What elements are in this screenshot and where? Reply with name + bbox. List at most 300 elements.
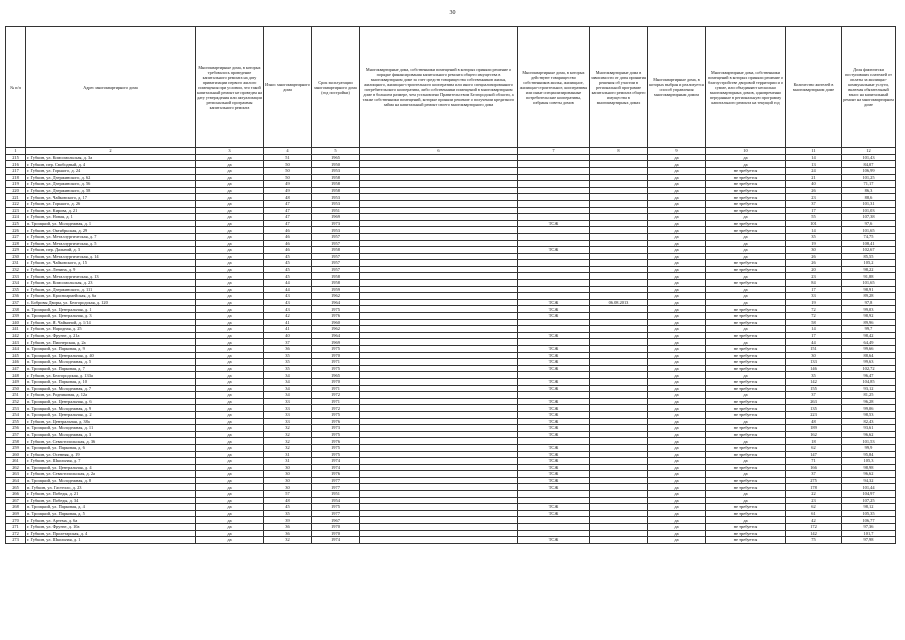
table-cell: 243 (6, 339, 26, 346)
table-cell: п. Троицкий, ул. Молодежная, д. 11 (26, 425, 196, 432)
table-cell: 47 (264, 214, 312, 221)
table-cell: не требуется (706, 484, 786, 491)
table-row (6, 306, 896, 313)
table-cell: 105,35 (842, 510, 896, 517)
table-cell (590, 154, 648, 161)
table-cell (518, 392, 590, 399)
table-cell: да (196, 372, 264, 379)
table-cell (590, 280, 648, 287)
table-cell: 34 (264, 378, 312, 385)
table-cell: 37 (786, 200, 842, 207)
table-cell: п. Троицкий, ул. Парковая, д. 4 (26, 504, 196, 511)
table-cell: да (648, 451, 706, 458)
table-cell (360, 372, 518, 379)
table-cell: да (196, 458, 264, 465)
table-cell: 101,03 (842, 207, 896, 214)
table-cell: да (196, 451, 264, 458)
table-cell: 253 (6, 405, 26, 412)
table-cell: п. Троицкий, ул. Центральная, д. 4 (26, 464, 196, 471)
table-cell: не требуется (706, 444, 786, 451)
table-cell: да (648, 207, 706, 214)
table-cell (360, 425, 518, 432)
table-cell: 107,38 (842, 214, 896, 221)
table-cell: да (196, 240, 264, 247)
table-cell (360, 477, 518, 484)
table-cell: с. Бобровы Дворы, ул. Белгородская, д. 120 (26, 299, 196, 306)
table-cell (360, 260, 518, 267)
table-cell: 267 (6, 497, 26, 504)
table-cell: да (196, 378, 264, 385)
table-cell (360, 431, 518, 438)
table-cell: да (648, 504, 706, 511)
table-row (6, 280, 896, 287)
table-cell: да (706, 293, 786, 300)
table-cell: да (648, 187, 706, 194)
table-cell: 1976 (312, 418, 360, 425)
table-cell (590, 313, 648, 320)
table-cell (590, 260, 648, 267)
table-cell: ТСЖ (518, 411, 590, 418)
table-cell: да (648, 365, 706, 372)
table-cell: 50 (264, 167, 312, 174)
table-cell (360, 273, 518, 280)
table-cell (590, 233, 648, 240)
table-row (6, 346, 896, 353)
table-row (6, 451, 896, 458)
table-cell: 43 (264, 293, 312, 300)
table-cell: да (196, 510, 264, 517)
table-cell (360, 398, 518, 405)
column-number: 3 (196, 148, 264, 155)
table-cell: не требуется (706, 181, 786, 188)
table-cell: 238 (6, 306, 26, 313)
table-cell: 252 (6, 398, 26, 405)
table-cell: да (196, 174, 264, 181)
table-cell (590, 385, 648, 392)
table-cell: да (196, 484, 264, 491)
table-cell: да (648, 471, 706, 478)
table-cell: да (196, 398, 264, 405)
table-cell: 1964 (312, 299, 360, 306)
table-cell (360, 253, 518, 260)
column-number: 10 (706, 148, 786, 155)
table-cell: 48 (786, 418, 842, 425)
table-cell (518, 280, 590, 287)
table-cell: 1950 (312, 161, 360, 168)
table-cell: 257 (6, 431, 26, 438)
table-cell: 61 (786, 510, 842, 517)
table-row (6, 425, 896, 432)
table-cell: 151 (786, 346, 842, 353)
table-row (6, 200, 896, 207)
table-cell: 88,6 (842, 194, 896, 201)
table-cell: 24 (786, 167, 842, 174)
table-cell: 49 (264, 181, 312, 188)
table-cell: не требуется (706, 167, 786, 174)
table-cell: 98,53 (842, 411, 896, 418)
table-row (6, 418, 896, 425)
table-cell (360, 359, 518, 366)
table-cell: да (648, 247, 706, 254)
column-number: 5 (312, 148, 360, 155)
table-cell: 101,65 (842, 227, 896, 234)
table-cell (360, 510, 518, 517)
table-cell: 228 (6, 240, 26, 247)
table-cell (590, 352, 648, 359)
table-cell: да (196, 194, 264, 201)
column-number: 6 (360, 148, 518, 155)
table-cell (518, 339, 590, 346)
table-cell: 50 (264, 161, 312, 168)
table-cell: да (648, 530, 706, 537)
table-cell: не требуется (706, 537, 786, 544)
table-cell: 96,62 (842, 471, 896, 478)
column-header: Многоквартирные дома в зависимости от даты принятия решения об участии в региональной программе капитального ремонта общего имущества в многоквартирных домах (590, 27, 648, 148)
table-cell: не требуется (706, 510, 786, 517)
table-cell: 226 (6, 227, 26, 234)
table-cell: 135 (786, 405, 842, 412)
table-cell (518, 260, 590, 267)
table-cell: да (648, 286, 706, 293)
table-cell: да (648, 319, 706, 326)
table-cell: 262 (6, 464, 26, 471)
table-cell: 1958 (312, 174, 360, 181)
table-cell: да (648, 260, 706, 267)
table-cell: да (196, 253, 264, 260)
table-cell: п. Троицкий, ул. Центральная, д. 40 (26, 352, 196, 359)
table-cell: 26 (786, 253, 842, 260)
table-cell (590, 293, 648, 300)
table-cell: не требуется (706, 319, 786, 326)
table-cell (590, 411, 648, 418)
table-cell (590, 378, 648, 385)
table-cell: да (196, 497, 264, 504)
table-row (6, 227, 896, 234)
table-cell: 22 (786, 491, 842, 498)
table-cell: да (196, 306, 264, 313)
table-cell: 48 (264, 497, 312, 504)
table-cell: г. Губкин, ул. Горького, д. 26 (26, 200, 196, 207)
table-row (6, 260, 896, 267)
table-cell: 43 (264, 299, 312, 306)
table-cell: да (196, 313, 264, 320)
table-cell: 14 (786, 326, 842, 333)
table-cell: 55 (786, 214, 842, 221)
table-cell: 50 (264, 174, 312, 181)
table-row (6, 194, 896, 201)
table-cell (360, 339, 518, 346)
table-cell: г. Губкин, ул. Центральная, д. 38а (26, 418, 196, 425)
table-cell: да (196, 266, 264, 273)
table-row (6, 299, 896, 306)
table-cell: 104,97 (842, 491, 896, 498)
table-cell: 97,6 (842, 220, 896, 227)
column-number: 11 (786, 148, 842, 155)
table-cell: г. Губкин, ул. Пролетарская, д. 4 (26, 530, 196, 537)
table-cell (518, 491, 590, 498)
table-cell (590, 418, 648, 425)
table-cell (360, 385, 518, 392)
table-cell (590, 504, 648, 511)
table-cell: 275 (786, 477, 842, 484)
table-cell: да (706, 273, 786, 280)
table-cell (360, 220, 518, 227)
table-cell: да (196, 167, 264, 174)
table-cell: 1965 (312, 372, 360, 379)
table-cell (590, 161, 648, 168)
table-cell: ТСЖ (518, 458, 590, 465)
table-cell: 1977 (312, 477, 360, 484)
table-cell (590, 266, 648, 273)
table-cell: 96,28 (842, 398, 896, 405)
table-cell: 272 (6, 530, 26, 537)
table-cell: да (706, 438, 786, 445)
table-cell: 33 (264, 418, 312, 425)
table-cell (360, 227, 518, 234)
table-cell: да (648, 167, 706, 174)
table-cell: 17 (786, 207, 842, 214)
table-cell (360, 444, 518, 451)
table-cell: 36 (264, 346, 312, 353)
table-cell: п. Троицкий, ул. Центральная, д. 2 (26, 411, 196, 418)
table-cell: 218 (6, 174, 26, 181)
table-cell (590, 425, 648, 432)
table-cell: 1951 (312, 207, 360, 214)
table-cell: не требуется (706, 398, 786, 405)
table-row (6, 313, 896, 320)
table-row (6, 504, 896, 511)
table-cell: г. Губкин, ул. Дзержинского, д. 62 (26, 174, 196, 181)
table-cell: 84 (786, 280, 842, 287)
table-cell: не требуется (706, 174, 786, 181)
table-cell: г. Губкин, ул. Металлургическая, д. 5 (26, 240, 196, 247)
table-cell (360, 280, 518, 287)
table-cell: не требуется (706, 405, 786, 412)
table-cell: 146 (786, 365, 842, 372)
table-row (6, 352, 896, 359)
table-cell: да (648, 405, 706, 412)
table-cell: 1957 (312, 240, 360, 247)
table-cell: 71 (786, 458, 842, 465)
table-cell: да (706, 497, 786, 504)
table-cell: 96,47 (842, 372, 896, 379)
table-cell: не требуется (706, 187, 786, 194)
table-cell: да (196, 227, 264, 234)
table-cell: г. Губкин, ул. Металлургическая, д. 14 (26, 253, 196, 260)
table-cell: п. Троицкий, ул. Молодежная, д. 3 (26, 431, 196, 438)
table-cell (590, 405, 648, 412)
table-cell: да (706, 247, 786, 254)
table-cell: 237 (6, 299, 26, 306)
column-number: 1 (6, 148, 26, 155)
table-cell: да (648, 497, 706, 504)
table-cell: ТСЖ (518, 365, 590, 372)
table-cell (590, 458, 648, 465)
table-cell: да (196, 233, 264, 240)
table-cell: ТСЖ (518, 471, 590, 478)
table-cell: 147 (786, 451, 842, 458)
table-cell: 46 (264, 240, 312, 247)
table-cell: 30 (264, 464, 312, 471)
table-cell (360, 293, 518, 300)
table-cell: да (706, 326, 786, 333)
table-cell: 45 (264, 273, 312, 280)
table-cell: г. Губкин, ул. Новая, д. 1 (26, 214, 196, 221)
table-cell: да (196, 332, 264, 339)
table-cell: не требуется (706, 477, 786, 484)
table-cell: 32 (264, 438, 312, 445)
table-cell (360, 306, 518, 313)
table-cell (360, 200, 518, 207)
table-cell: да (648, 444, 706, 451)
table-row (6, 510, 896, 517)
table-cell (590, 339, 648, 346)
table-cell: да (706, 161, 786, 168)
table-cell: 1975 (312, 365, 360, 372)
table-cell: 1957 (312, 253, 360, 260)
table-cell: 230 (6, 253, 26, 260)
table-cell: да (196, 392, 264, 399)
table-cell: да (706, 392, 786, 399)
table-cell: не требуется (706, 385, 786, 392)
table-cell: да (648, 227, 706, 234)
table-row (6, 517, 896, 524)
table-cell (590, 319, 648, 326)
table-cell: г. Губкин, ул. Комсомольская, д. 3а (26, 154, 196, 161)
table-cell: 89,28 (842, 293, 896, 300)
table-cell: 64,49 (842, 339, 896, 346)
table-cell (360, 524, 518, 531)
table-cell (590, 438, 648, 445)
table-cell: г. Губкин, ул. Ленина, д. 9 (26, 266, 196, 273)
table-row (6, 332, 896, 339)
table-cell: 72 (786, 313, 842, 320)
table-cell: да (648, 220, 706, 227)
table-cell: 42 (264, 313, 312, 320)
table-cell: 1972 (312, 405, 360, 412)
table-cell (590, 346, 648, 353)
table-cell (518, 372, 590, 379)
table-cell: да (648, 214, 706, 221)
table-cell: 216 (6, 161, 26, 168)
table-cell: 51 (264, 154, 312, 161)
table-cell: да (196, 491, 264, 498)
table-cell: да (648, 537, 706, 544)
table-cell (590, 497, 648, 504)
table-cell: да (196, 438, 264, 445)
table-cell: да (196, 524, 264, 531)
table-cell: 99,7 (842, 326, 896, 333)
table-row (6, 286, 896, 293)
table-cell (518, 497, 590, 504)
table-cell (360, 537, 518, 544)
table-cell: 101,53 (842, 438, 896, 445)
table-header-row (6, 27, 896, 148)
table-cell (360, 438, 518, 445)
table-cell: ТСЖ (518, 332, 590, 339)
table-cell: 42 (786, 517, 842, 524)
table-cell (360, 352, 518, 359)
table-cell: да (648, 392, 706, 399)
table-cell: 81,25 (842, 392, 896, 399)
table-cell (360, 365, 518, 372)
table-cell: 44 (264, 280, 312, 287)
table-cell: г. Губкин, ул. Комсомольская, д. 23 (26, 280, 196, 287)
table-cell: 172 (786, 524, 842, 531)
table-cell: 39 (264, 517, 312, 524)
table-cell (360, 194, 518, 201)
table-cell (360, 319, 518, 326)
table-cell: 95,84 (842, 451, 896, 458)
table-cell: 44 (264, 286, 312, 293)
table-cell: г. Губкин, ул. Осенняя, д. 19 (26, 451, 196, 458)
table-cell: 244 (6, 346, 26, 353)
table-cell (590, 471, 648, 478)
table-cell: 101 (786, 220, 842, 227)
table-cell: 18 (786, 438, 842, 445)
table-cell: 1965 (312, 154, 360, 161)
table-cell: 99,06 (842, 405, 896, 412)
table-cell: 96,62 (842, 431, 896, 438)
table-cell: г. Губкин, ул. Октябрьская, д. 29 (26, 227, 196, 234)
table-row (6, 174, 896, 181)
table-cell (590, 398, 648, 405)
table-cell (360, 497, 518, 504)
table-cell: 101,65 (842, 280, 896, 287)
table-cell: 1964 (312, 332, 360, 339)
table-cell (590, 464, 648, 471)
table-cell: ТСЖ (518, 484, 590, 491)
table-cell: п. Троицкий, ул. Центральная, д. 6 (26, 398, 196, 405)
table-cell: да (648, 418, 706, 425)
table-cell: да (196, 346, 264, 353)
table-cell: 32 (264, 425, 312, 432)
table-cell: ТСЖ (518, 299, 590, 306)
table-cell: 23 (786, 273, 842, 280)
column-number: 9 (648, 148, 706, 155)
table-cell: 256 (6, 425, 26, 432)
table-row (6, 497, 896, 504)
table-row (6, 471, 896, 478)
table-cell: г. Губкин, ул. Победы, д. 21 (26, 491, 196, 498)
column-header: Многоквартирные дома, в которых выбран и реализуется способ управления многоквартирным домом (648, 27, 706, 148)
table-cell (590, 451, 648, 458)
table-cell: 99,63 (842, 359, 896, 366)
table-cell: г. Губкин, ул. Красноармейская, д. 6а (26, 293, 196, 300)
table-cell: да (648, 174, 706, 181)
table-cell: 217 (6, 167, 26, 174)
table-cell: 271 (6, 524, 26, 531)
table-cell: да (648, 510, 706, 517)
table-cell (360, 233, 518, 240)
table-cell: 62 (786, 444, 842, 451)
table-cell (518, 293, 590, 300)
table-cell (590, 517, 648, 524)
table-cell: 263 (6, 471, 26, 478)
table-cell: 35 (786, 233, 842, 240)
table-cell: 1958 (312, 181, 360, 188)
table-cell (590, 326, 648, 333)
table-cell: 1975 (312, 431, 360, 438)
table-cell: не требуется (706, 451, 786, 458)
table-cell (360, 240, 518, 247)
table-cell: не требуется (706, 524, 786, 531)
table-cell: не требуется (706, 346, 786, 353)
table-cell: да (648, 385, 706, 392)
table-row (6, 411, 896, 418)
table-cell: 242 (6, 332, 26, 339)
table-row (6, 319, 896, 326)
